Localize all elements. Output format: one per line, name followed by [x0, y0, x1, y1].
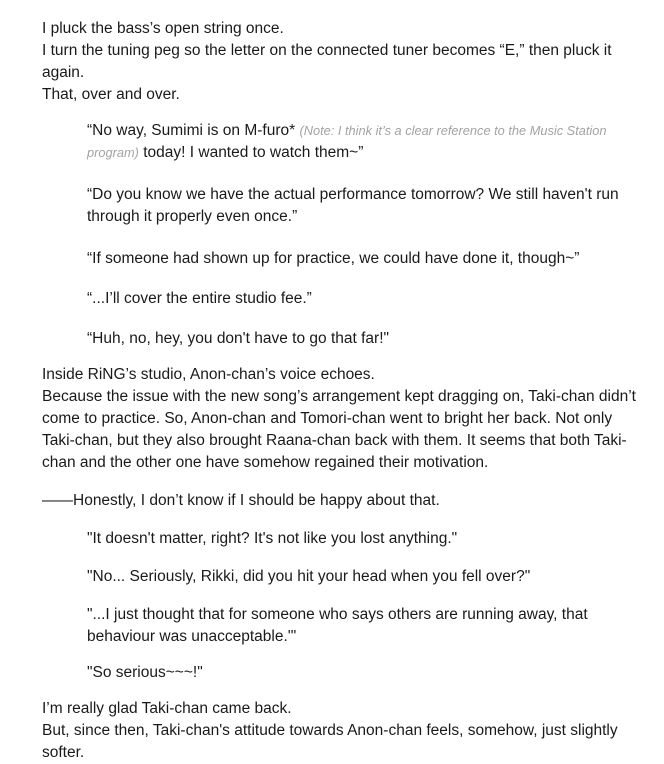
paragraph-ending	[42, 698, 642, 764]
paragraph-line: I turn the tuning peg so the letter on the connected tuner becomes “E,” then pluck it again.	[42, 42, 612, 81]
dialogue-line: “Huh, no, hey, you don't have to go that far!"	[87, 330, 390, 347]
dialogue-line: “...I’ll cover the entire studio fee.”	[87, 290, 312, 307]
paragraph-line: I’m really glad Taki-chan came back.	[42, 700, 292, 717]
dialogue-line: "So serious~~~!"	[87, 664, 203, 681]
dialogue-line-sumimi	[42, 120, 627, 164]
paragraph-line: Inside RiNG’s studio, Anon-chan’s voice echoes.	[42, 366, 375, 383]
dialogue-text: today! I wanted to watch them~”	[143, 144, 364, 161]
dialogue-line: "No... Seriously, Rikki, did you hit your head when you fell over?"	[87, 568, 531, 585]
paragraph-line: But, since then, Taki-chan's attitude towards Anon-chan feels, somehow, just slightly softer.	[42, 722, 618, 761]
paragraph-honestly: ——Honestly, I don’t know if I should be happy about that.	[42, 492, 440, 509]
paragraph-line: That, over and over.	[42, 86, 180, 103]
translator-note: (Note: I think it’s a clear reference to the Music Station program)	[87, 123, 607, 160]
paragraph-line: I pluck the bass’s open string once.	[42, 20, 284, 37]
paragraph-line: Because the issue with the new song’s arrangement kept dragging on, Taki-chan didn’t come to practice. So, Anon-chan and Tomori-chan went to bright her back. Not only Taki-chan, but they also brought Raana-chan back with them. It seems that both Taki-chan and the other one have somehow regained their motivation.	[42, 388, 636, 471]
dialogue-line: “Do you know we have the actual performance tomorrow? We still haven't run through it properly even once.”	[87, 186, 619, 225]
dialogue-line: "It doesn't matter, right? It's not like you lost anything."	[87, 530, 458, 547]
dialogue-text: “No way, Sumimi is on M-furo*	[87, 122, 296, 139]
paragraph-studio	[42, 364, 642, 474]
paragraph-tuning	[42, 18, 642, 106]
dialogue-line: “If someone had shown up for practice, we could have done it, though~”	[87, 250, 580, 267]
dialogue-line: "...I just thought that for someone who says others are running away, that behaviour was unacceptable.'"	[87, 606, 588, 645]
